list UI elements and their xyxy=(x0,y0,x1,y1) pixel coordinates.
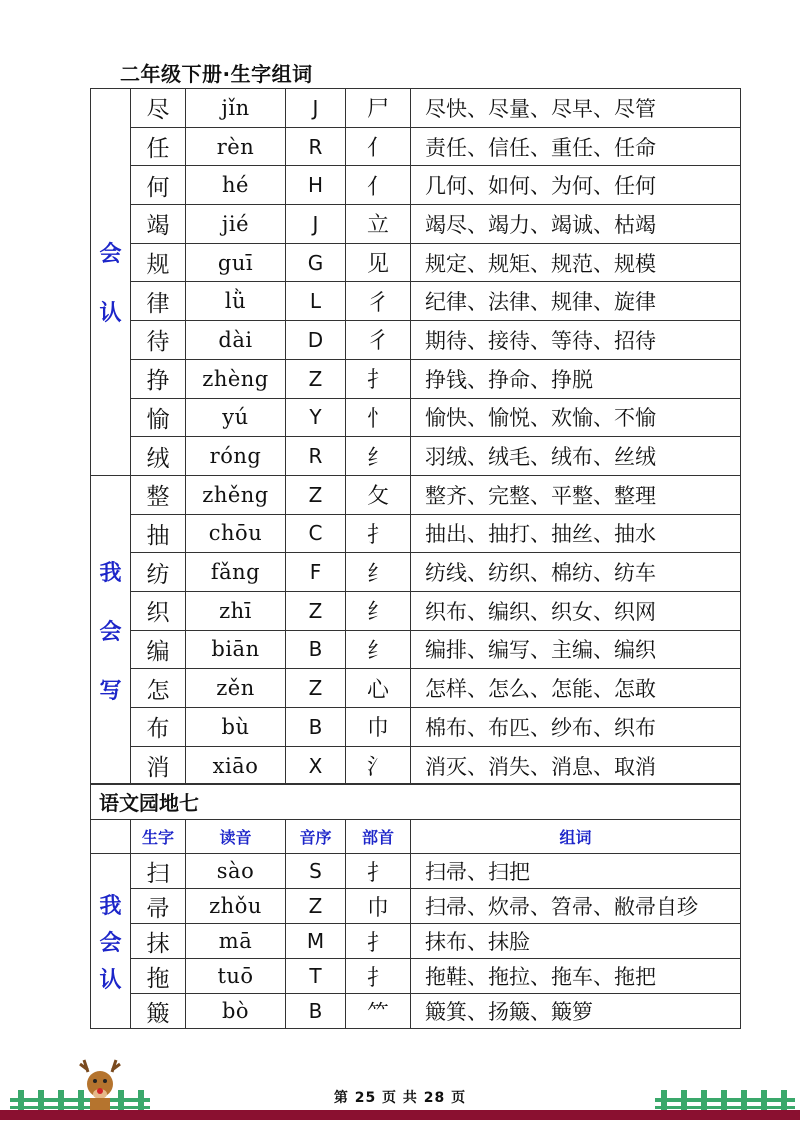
char-cell: 尽 xyxy=(131,89,186,128)
words-cell: 期待、接待、等待、招待 xyxy=(411,321,741,360)
char-cell: 扫 xyxy=(131,854,186,889)
column-header: 组词 xyxy=(411,820,741,854)
letter-cell: C xyxy=(286,514,346,553)
table-row xyxy=(91,959,741,994)
pinyin-cell: bù xyxy=(186,708,286,747)
words-cell: 消灭、消失、消息、取消 xyxy=(411,746,741,785)
radical-cell: 忄 xyxy=(346,398,411,437)
group-label-char: 我 xyxy=(99,560,122,586)
radical-cell: 扌 xyxy=(346,514,411,553)
section-title-row xyxy=(91,784,741,820)
table-row xyxy=(91,127,741,166)
pinyin-cell: jié xyxy=(186,205,286,244)
words-cell: 扫帚、炊帚、笤帚、敝帚自珍 xyxy=(411,889,741,924)
words-cell: 愉快、愉悦、欢愉、不愉 xyxy=(411,398,741,437)
char-cell: 规 xyxy=(131,243,186,282)
letter-cell: S xyxy=(286,854,346,889)
table-row xyxy=(91,591,741,630)
letter-cell: R xyxy=(286,127,346,166)
group-label-char: 写 xyxy=(99,678,122,704)
letter-cell: Z xyxy=(286,889,346,924)
group-label-huiren xyxy=(91,89,131,476)
column-header: 部首 xyxy=(346,820,411,854)
char-cell: 何 xyxy=(131,166,186,205)
char-cell: 抹 xyxy=(131,924,186,959)
words-cell: 棉布、布匹、纱布、织布 xyxy=(411,708,741,747)
radical-cell: ⺮ xyxy=(346,994,411,1029)
char-cell: 竭 xyxy=(131,205,186,244)
table-row xyxy=(91,243,741,282)
char-cell: 律 xyxy=(131,282,186,321)
letter-cell: H xyxy=(286,166,346,205)
group-label-char: 认 xyxy=(99,967,122,993)
table-row xyxy=(91,398,741,437)
pinyin-cell: xiāo xyxy=(186,746,286,785)
pinyin-cell: jǐn xyxy=(186,89,286,128)
char-cell: 簸 xyxy=(131,994,186,1029)
table-row xyxy=(91,89,741,128)
letter-cell: L xyxy=(286,282,346,321)
table-row xyxy=(91,746,741,785)
header-row xyxy=(91,820,741,854)
radical-cell: 攵 xyxy=(346,475,411,514)
letter-cell: Z xyxy=(286,359,346,398)
pinyin-cell: yú xyxy=(186,398,286,437)
words-cell: 挣钱、挣命、挣脱 xyxy=(411,359,741,398)
radical-cell: 纟 xyxy=(346,437,411,476)
char-cell: 帚 xyxy=(131,889,186,924)
letter-cell: Z xyxy=(286,475,346,514)
group-label-char: 会 xyxy=(99,930,122,956)
words-cell: 拖鞋、拖拉、拖车、拖把 xyxy=(411,959,741,994)
radical-cell: 亻 xyxy=(346,127,411,166)
pinyin-cell: róng xyxy=(186,437,286,476)
vocab-table-main xyxy=(90,88,741,785)
char-cell: 挣 xyxy=(131,359,186,398)
char-cell: 绒 xyxy=(131,437,186,476)
page-number: 第 25 页 共 28 页 xyxy=(333,1090,467,1106)
pinyin-cell: zhǒu xyxy=(186,889,286,924)
table-row xyxy=(91,321,741,360)
char-cell: 消 xyxy=(131,746,186,785)
table-row xyxy=(91,708,741,747)
radical-cell: 纟 xyxy=(346,591,411,630)
radical-cell: 扌 xyxy=(346,854,411,889)
radical-cell: 扌 xyxy=(346,359,411,398)
words-cell: 几何、如何、为何、任何 xyxy=(411,166,741,205)
letter-cell: D xyxy=(286,321,346,360)
table-row xyxy=(91,282,741,321)
char-cell: 整 xyxy=(131,475,186,514)
words-cell: 编排、编写、主编、编织 xyxy=(411,630,741,669)
pinyin-cell: dài xyxy=(186,321,286,360)
words-cell: 纺线、纺织、棉纺、纺车 xyxy=(411,553,741,592)
words-cell: 簸箕、扬簸、簸箩 xyxy=(411,994,741,1029)
letter-cell: J xyxy=(286,89,346,128)
words-cell: 抹布、抹脸 xyxy=(411,924,741,959)
column-header: 生字 xyxy=(131,820,186,854)
table-row xyxy=(91,994,741,1029)
letter-cell: Z xyxy=(286,669,346,708)
char-cell: 布 xyxy=(131,708,186,747)
char-cell: 纺 xyxy=(131,553,186,592)
pinyin-cell: rèn xyxy=(186,127,286,166)
table-row xyxy=(91,437,741,476)
page-title: 二年级下册·生字组词 xyxy=(120,62,313,86)
char-cell: 织 xyxy=(131,591,186,630)
pinyin-cell: guī xyxy=(186,243,286,282)
pinyin-cell: zěn xyxy=(186,669,286,708)
char-cell: 拖 xyxy=(131,959,186,994)
column-header: 读音 xyxy=(186,820,286,854)
char-cell: 编 xyxy=(131,630,186,669)
group-label-char: 认 xyxy=(99,300,122,326)
radical-cell: 氵 xyxy=(346,746,411,785)
radical-cell: 尸 xyxy=(346,89,411,128)
radical-cell: 扌 xyxy=(346,959,411,994)
letter-cell: M xyxy=(286,924,346,959)
table-row xyxy=(91,475,741,514)
footer-bar xyxy=(0,1110,800,1120)
words-cell: 抽出、抽打、抽丝、抽水 xyxy=(411,514,741,553)
pinyin-cell: biān xyxy=(186,630,286,669)
header-blank xyxy=(91,820,131,854)
letter-cell: G xyxy=(286,243,346,282)
vocab-table-yuwen-yuandi xyxy=(90,783,741,1029)
letter-cell: B xyxy=(286,708,346,747)
group-label-wohuixie xyxy=(91,475,131,785)
letter-cell: B xyxy=(286,630,346,669)
group-label-char: 会 xyxy=(99,619,122,645)
pinyin-cell: zhèng xyxy=(186,359,286,398)
words-cell: 织布、编织、织女、织网 xyxy=(411,591,741,630)
char-cell: 待 xyxy=(131,321,186,360)
radical-cell: 扌 xyxy=(346,924,411,959)
pinyin-cell: fǎng xyxy=(186,553,286,592)
section-title: 语文园地七 xyxy=(91,784,741,820)
radical-cell: 彳 xyxy=(346,321,411,360)
radical-cell: 彳 xyxy=(346,282,411,321)
char-cell: 任 xyxy=(131,127,186,166)
pinyin-cell: hé xyxy=(186,166,286,205)
radical-cell: 亻 xyxy=(346,166,411,205)
pinyin-cell: zhī xyxy=(186,591,286,630)
group-label-wohuiren-2 xyxy=(91,854,131,1029)
radical-cell: 巾 xyxy=(346,889,411,924)
table-row xyxy=(91,669,741,708)
radical-cell: 纟 xyxy=(346,553,411,592)
pinyin-cell: zhěng xyxy=(186,475,286,514)
words-cell: 整齐、完整、平整、整理 xyxy=(411,475,741,514)
letter-cell: B xyxy=(286,994,346,1029)
group-label-char: 会 xyxy=(99,241,122,267)
words-cell: 扫帚、扫把 xyxy=(411,854,741,889)
letter-cell: F xyxy=(286,553,346,592)
table-row xyxy=(91,553,741,592)
radical-cell: 心 xyxy=(346,669,411,708)
letter-cell: Y xyxy=(286,398,346,437)
table-row xyxy=(91,630,741,669)
words-cell: 羽绒、绒毛、绒布、丝绒 xyxy=(411,437,741,476)
group-label-char: 我 xyxy=(99,893,122,919)
letter-cell: X xyxy=(286,746,346,785)
table-row xyxy=(91,359,741,398)
radical-cell: 纟 xyxy=(346,630,411,669)
radical-cell: 立 xyxy=(346,205,411,244)
words-cell: 纪律、法律、规律、旋律 xyxy=(411,282,741,321)
words-cell: 规定、规矩、规范、规模 xyxy=(411,243,741,282)
table-row xyxy=(91,205,741,244)
letter-cell: Z xyxy=(286,591,346,630)
words-cell: 竭尽、竭力、竭诚、枯竭 xyxy=(411,205,741,244)
words-cell: 尽快、尽量、尽早、尽管 xyxy=(411,89,741,128)
radical-cell: 巾 xyxy=(346,708,411,747)
char-cell: 抽 xyxy=(131,514,186,553)
table-row xyxy=(91,889,741,924)
words-cell: 责任、信任、重任、任命 xyxy=(411,127,741,166)
letter-cell: J xyxy=(286,205,346,244)
column-header: 音序 xyxy=(286,820,346,854)
table-row xyxy=(91,854,741,889)
words-cell: 怎样、怎么、怎能、怎敢 xyxy=(411,669,741,708)
pinyin-cell: sào xyxy=(186,854,286,889)
char-cell: 怎 xyxy=(131,669,186,708)
letter-cell: T xyxy=(286,959,346,994)
pinyin-cell: mā xyxy=(186,924,286,959)
table-row xyxy=(91,514,741,553)
radical-cell: 见 xyxy=(346,243,411,282)
pinyin-cell: lǜ xyxy=(186,282,286,321)
char-cell: 愉 xyxy=(131,398,186,437)
pinyin-cell: chōu xyxy=(186,514,286,553)
pinyin-cell: tuō xyxy=(186,959,286,994)
letter-cell: R xyxy=(286,437,346,476)
pinyin-cell: bò xyxy=(186,994,286,1029)
table-row xyxy=(91,166,741,205)
table-row xyxy=(91,924,741,959)
